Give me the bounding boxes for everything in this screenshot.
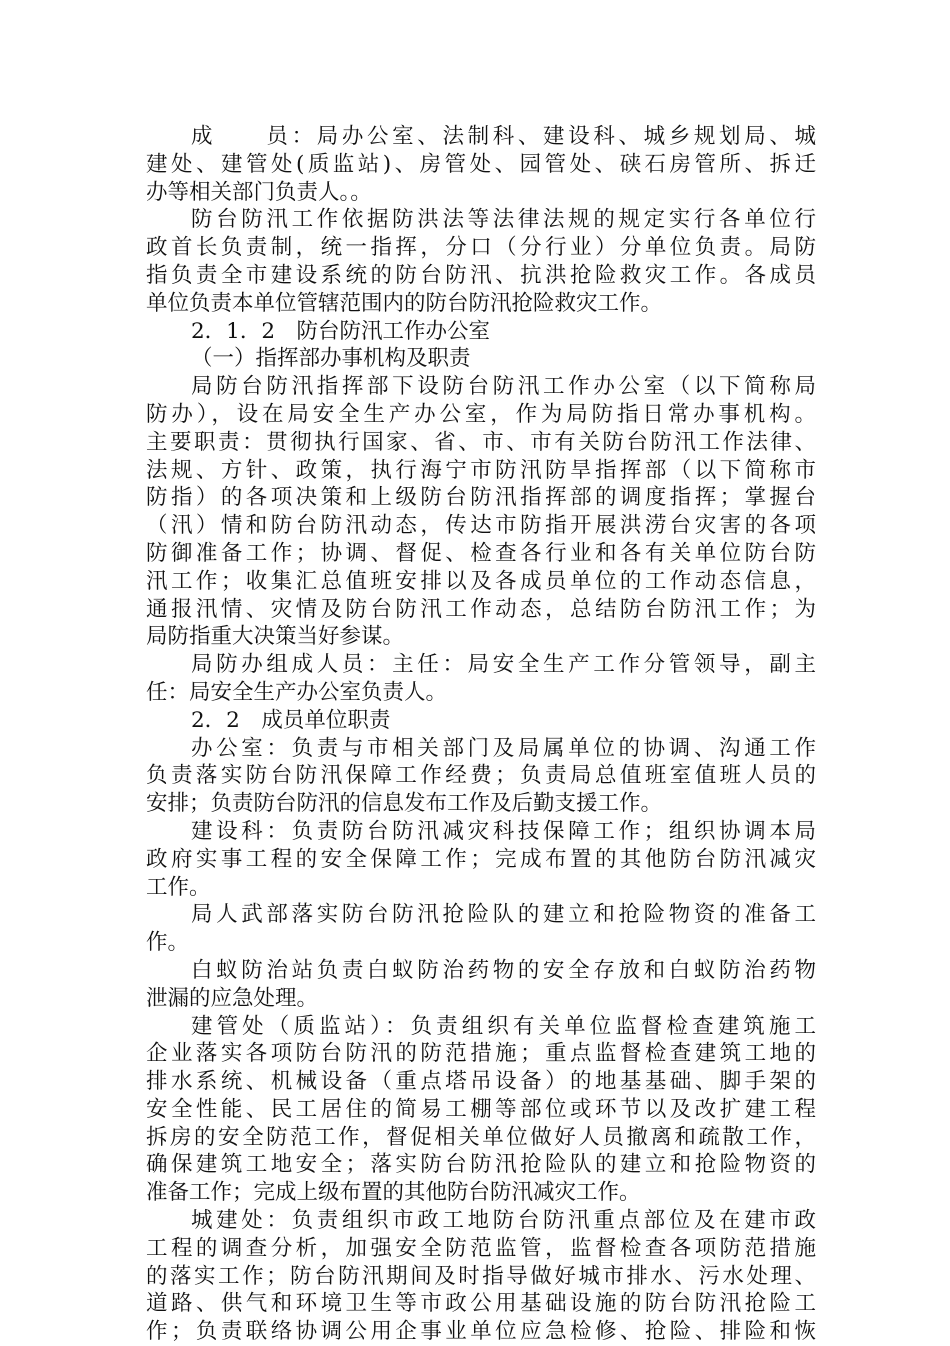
document-body: [146, 123, 816, 1346]
text-line: 法规、方针、政策，执行海宁市防汛防旱指挥部（以下简称市: [146, 457, 816, 483]
text-line: 局人武部落实防台防汛抢险队的建立和抢险物资的准备工: [191, 902, 816, 928]
text-line: 防御准备工作；协调、督促、检查各行业和各有关单位防台防: [146, 540, 816, 566]
text-line: 防台防汛工作依据防洪法等法律法规的规定实行各单位行: [191, 207, 816, 233]
text-line: 指负责全市建设系统的防台防汛、抗洪抢险救灾工作。各成员: [146, 262, 816, 288]
text-line: 局防指重大决策当好参谋。: [146, 624, 405, 650]
text-line: 汛工作；收集汇总值班安排以及各成员单位的工作动态信息，: [146, 568, 816, 594]
text-line: 拆房的安全防范工作，督促相关单位做好人员撤离和疏散工作，: [146, 1124, 816, 1150]
text-line: 准备工作；完成上级布置的其他防台防汛减灾工作。: [146, 1180, 641, 1206]
text-line: 道路、供气和环境卫生等市政公用基础设施的防台防汛抢险工: [146, 1291, 816, 1317]
text-line: 2．1．2 防台防汛工作办公室: [191, 318, 491, 344]
text-line: 作。: [146, 930, 190, 956]
text-line: 2．2 成员单位职责: [191, 707, 391, 733]
text-line: 建管处（质监站）：负责组织有关单位监督检查建筑施工: [191, 1013, 816, 1039]
text-line: （一）指挥部办事机构及职责: [191, 346, 471, 372]
text-line: 工程的调查分析，加强安全防范监管，监督检查各项防范措施: [146, 1235, 816, 1261]
text-line: 城建处：负责组织市政工地防台防汛重点部位及在建市政: [191, 1208, 816, 1234]
text-line: 泄漏的应急处理。: [146, 985, 319, 1011]
text-line: 作；负责联络协调公用企事业单位应急检修、抢险、排险和恢: [146, 1319, 816, 1345]
text-line: 确保建筑工地安全；落实防台防汛抢险队的建立和抢险物资的: [146, 1152, 816, 1178]
text-line: 通报汛情、灾情及防台防汛工作动态，总结防台防汛工作；为: [146, 596, 816, 622]
text-line: 工作。: [146, 874, 211, 900]
text-line: 办等相关部门负责人。。: [146, 179, 372, 205]
text-line: 政府实事工程的安全保障工作；完成布置的其他防台防汛减灾: [146, 846, 816, 872]
text-line: 任：局安全生产办公室负责人。: [146, 679, 448, 705]
text-line: 的落实工作；防台防汛期间及时指导做好城市排水、污水处理、: [146, 1263, 816, 1289]
text-line: 政首长负责制，统一指挥，分口（分行业）分单位负责。局防: [146, 235, 816, 261]
text-line: 白蚁防治站负责白蚁防治药物的安全存放和白蚁防治药物: [191, 957, 816, 983]
text-line: （汛）情和防台防汛动态，传达市防指开展洪涝台灾害的各项: [146, 513, 816, 539]
text-line: 建设科：负责防台防汛减灾科技保障工作；组织协调本局: [191, 818, 816, 844]
text-line: 负责落实防台防汛保障工作经费；负责局总值班室值班人员的: [146, 763, 816, 789]
text-line: 安排；负责防台防汛的信息发布工作及后勤支援工作。: [146, 791, 663, 817]
text-line: 企业落实各项防台防汛的防范措施；重点监督检查建筑工地的: [146, 1041, 816, 1067]
text-line: 成 员：局办公室、法制科、建设科、城乡规划局、城: [191, 124, 816, 149]
text-line: 主要职责：贯彻执行国家、省、市、市有关防台防汛工作法律、: [146, 429, 816, 455]
text-line: 安全性能、民工居住的简易工棚等部位或环节以及改扩建工程: [146, 1096, 816, 1122]
text-line: 防办），设在局安全生产办公室，作为局防指日常办事机构。: [146, 401, 816, 427]
text-line: 局防台防汛指挥部下设防台防汛工作办公室（以下简称局: [191, 374, 816, 400]
text-line: 办公室：负责与市相关部门及局属单位的协调、沟通工作: [191, 735, 816, 761]
text-line: 局防办组成人员：主任：局安全生产工作分管领导，副主: [191, 652, 816, 678]
text-line: 单位负责本单位管辖范围内的防台防汛抢险救灾工作。: [146, 290, 663, 316]
text-line: 防指）的各项决策和上级防台防汛指挥部的调度指挥；掌握台: [146, 485, 816, 511]
text-line: 排水系统、机械设备（重点塔吊设备）的地基基础、脚手架的: [146, 1069, 816, 1095]
text-line: 建处、建管处(质监站)、房管处、园管处、硖石房管所、拆迁: [146, 151, 816, 177]
